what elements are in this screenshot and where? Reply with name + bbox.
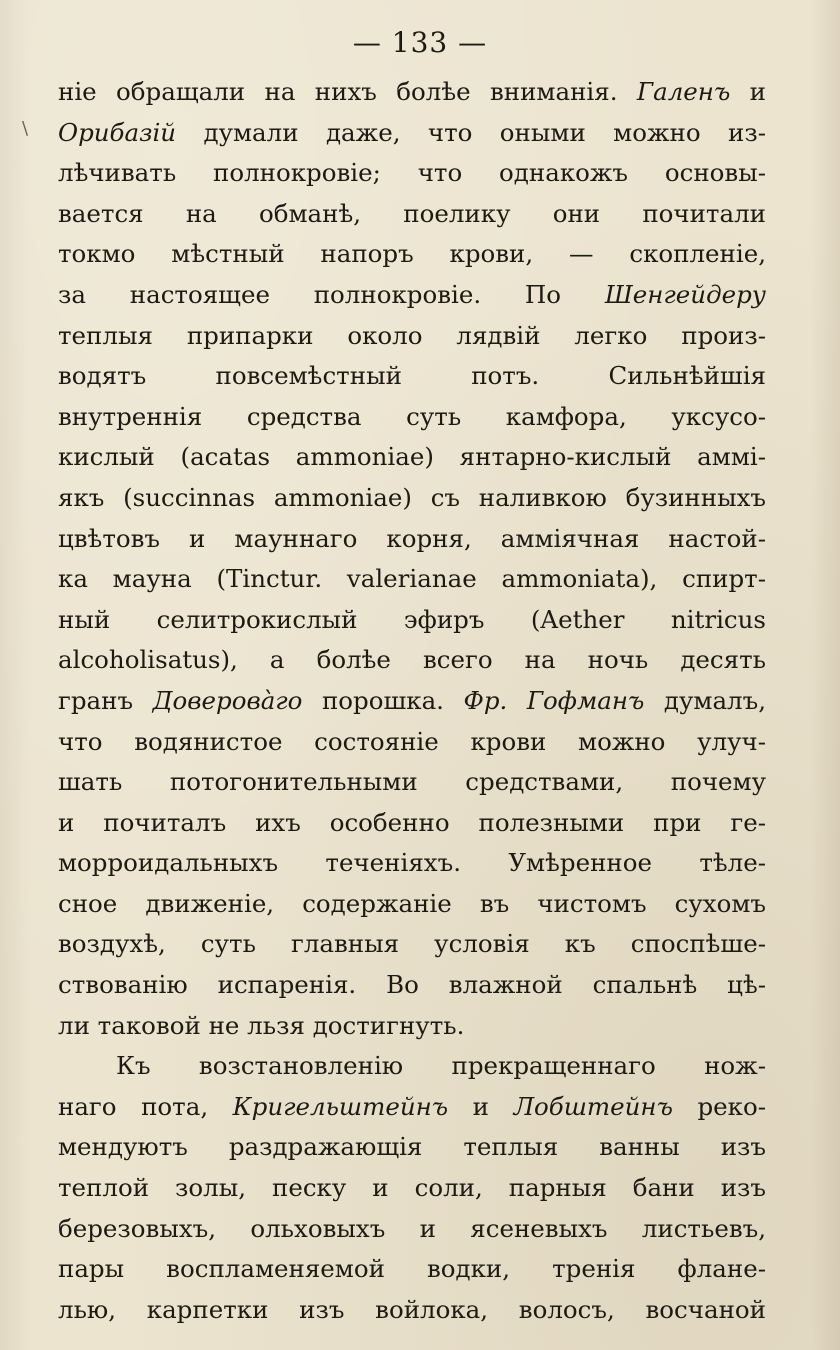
name-italic: Орибазій — [58, 117, 177, 147]
name-italic: Лобштейнъ — [513, 1091, 673, 1121]
text-segment: и — [730, 77, 766, 106]
text-line — [58, 316, 766, 357]
text-segment: за настоящее полнокровіе. По — [58, 279, 605, 309]
text-line — [58, 1249, 766, 1290]
text-segment: ли таковой не льзя достигнуть. — [58, 1010, 465, 1040]
name-italic: Шенгейдеру — [604, 279, 766, 309]
text-segment: воздухѣ, суть главныя условія къ споспѣше- — [58, 929, 766, 959]
text-segment: ствованію испаренія. Во влажной спальнѣ цѣ- — [58, 970, 766, 1000]
text-line — [58, 803, 766, 844]
text-line — [58, 153, 766, 194]
text-segment: alcoholisatus), а болѣе всего на ночь десять — [58, 645, 766, 675]
text-line — [58, 194, 766, 235]
body-text — [58, 72, 766, 1330]
text-line — [58, 924, 766, 965]
text-segment: ный селитрокислый эфиръ (Aether nitricus — [58, 604, 766, 634]
text-line — [58, 1209, 766, 1250]
text-segment: лѣчивать полнокровіе; что однакожъ основы- — [58, 158, 766, 188]
text-line — [58, 1087, 766, 1128]
name-italic: Доверовàго — [152, 685, 303, 715]
text-segment: теплой золы, песку и соли, парныя бани изъ — [58, 1173, 766, 1203]
text-segment: гранъ — [58, 685, 153, 715]
text-line — [58, 1006, 766, 1047]
text-line — [58, 640, 766, 681]
text-line — [58, 965, 766, 1006]
text-segment: думали даже, что оными можно из- — [176, 117, 766, 147]
text-segment: Къ возстановленію прекращеннаго нож- — [116, 1051, 766, 1081]
text-segment: якъ (succinnas ammoniae) съ наливкою бузинныхъ — [58, 482, 766, 512]
text-segment: что водянистое состояніе крови можно улуч- — [58, 726, 766, 756]
text-segment: ка мауна (Tinctur. valerianae ammoniata), спирт- — [58, 564, 766, 594]
text-segment: мендуютъ раздражающія теплыя ванны изъ — [58, 1132, 766, 1162]
text-segment: шать потогонительными средствами, почему — [58, 767, 766, 797]
text-segment: токмо мѣстный напоръ крови, — скопленіе, — [58, 239, 766, 269]
text-segment: и — [448, 1091, 514, 1121]
text-line — [58, 478, 766, 519]
text-line — [58, 1127, 766, 1168]
text-line — [58, 1290, 766, 1331]
text-segment: пары воспламеняемой водки, тренія флане- — [58, 1254, 766, 1284]
text-segment: порошка. — [302, 685, 464, 715]
text-line — [58, 113, 766, 154]
text-segment: вается на обманѣ, поелику они почитали — [58, 198, 766, 228]
text-line — [58, 234, 766, 275]
name-italic: Кригельштейнъ — [232, 1091, 449, 1121]
text-line — [58, 681, 766, 722]
name-italic: Фр. Гофманъ — [463, 685, 645, 715]
text-line — [58, 1046, 766, 1087]
text-segment: сное движеніе, содержаніе въ чистомъ сухомъ — [58, 888, 766, 918]
text-segment: ніе обращали на нихъ болѣе вниманія. — [58, 77, 637, 106]
text-segment: теплыя припарки около лядвій легко произ- — [58, 320, 766, 350]
text-segment: думалъ, — [644, 685, 766, 715]
text-line — [58, 843, 766, 884]
text-segment: и почиталъ ихъ особенно полезными при ге- — [58, 807, 766, 837]
text-line — [58, 600, 766, 641]
text-line — [58, 884, 766, 925]
margin-mark: \ — [22, 118, 29, 139]
text-line — [58, 519, 766, 560]
text-line — [58, 1168, 766, 1209]
text-segment: водятъ повсемѣстный потъ. Сильнѣйшія — [58, 361, 766, 391]
text-segment: внутреннія средства суть камфора, уксусо- — [58, 401, 766, 431]
text-segment: кислый (acatas ammoniae) янтарно-кислый аммі- — [58, 442, 766, 472]
text-line — [58, 437, 766, 478]
text-segment: лью, карпетки изъ войлока, волосъ, восчаной — [58, 1294, 766, 1324]
text-line — [58, 72, 766, 113]
text-line — [58, 559, 766, 600]
page-number: — 133 — — [352, 26, 488, 59]
text-segment: наго пота, — [58, 1091, 233, 1121]
text-line — [58, 722, 766, 763]
text-segment: цвѣтовъ и мауннаго корня, амміячная настой- — [58, 523, 766, 553]
text-segment: морроидальныхъ теченіяхъ. Умѣренное тѣле- — [58, 848, 766, 878]
text-line — [58, 397, 766, 438]
text-segment: березовыхъ, ольховыхъ и ясеневыхъ листьевъ, — [58, 1213, 766, 1243]
text-segment: реко- — [672, 1091, 766, 1121]
text-line — [58, 356, 766, 397]
text-line — [58, 762, 766, 803]
text-line — [58, 275, 766, 316]
name-italic: Галенъ — [636, 77, 731, 106]
